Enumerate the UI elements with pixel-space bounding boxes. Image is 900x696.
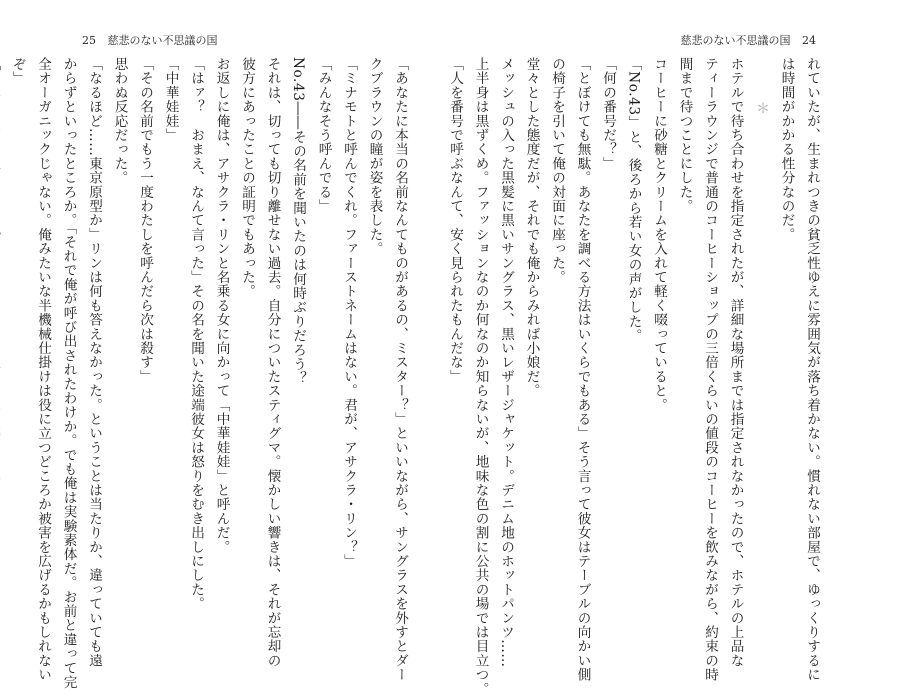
text-line: お返しに俺は、アサクラ・リンと名乗る女に向かって「中華娃娃」と呼んだ。 [213,57,230,554]
text-line: 上半身は黒ずくめ。ファッションなのか何なのか知らないが、地味な色の割に公共の場では目立つ。 [472,57,489,696]
right-page-number: 24 [802,34,816,47]
text-line: からずといったところか。「それで俺が呼び出されたわけか。でも俺は実験素体だ。お前と違って完 [60,57,77,690]
left-text-lines [0,57,412,690]
scene-separator: ＊ [753,100,769,115]
text-line: 彼方にあったことの証明でもあった。 [239,57,255,299]
text-line: れていたが、生まれつきの貧乏性ゆえに雰囲気が落ち着かない。慣れない部屋で、ゆっくりするに [804,57,820,682]
text-line: ぞ」 [9,57,26,86]
text-line: メッシュの入った黒髪に黒いサングラス、黒いレザージャケット。デニム地のホットパンツ…… [498,57,514,668]
text-line: 「みんなそう呼んでる」 [315,57,332,214]
right-page-text [447,57,824,696]
text-line: 「中華娃娃」 [162,57,179,143]
right-text-after-separator [442,57,748,696]
text-line: 「なるほど……東京原型か」リンは何も答えなかった。ということは当たりか、違っていても遠 [86,57,102,668]
left-page-text [9,57,412,690]
text-line: それは、切っても切り離せない過去。自分についたスティグマ。懐かしい響きは、それが忘却の [264,57,281,668]
text-line: 間まで待つことにした。 [676,57,693,214]
text-line: の椅子を引いて俺の対面に座った。 [549,57,565,285]
text-line: 「その名前でもう一度わたしを呼んだら次は殺す」 [137,57,153,384]
right-text-before-separator [773,57,824,682]
text-line: 堂々とした態度だが、それでも俺からみれば小娘だ。 [523,57,540,398]
right-running-title: 慈悲のない不思議の国 [680,34,791,47]
text-line: ティーラウンジで普通のコーヒーショップの三倍くらいの値段のコーヒーを飲みながら、約束の時 [702,57,718,682]
text-line: 「ミナモトと呼んでくれ。ファーストネームはない。君が、アサクラ・リン？」 [341,57,357,569]
text-line: クブラウンの瞳が姿を表した。 [366,57,383,256]
right-page-header [681,33,825,49]
left-page-header [74,33,218,49]
text-line: 「あなたに本当の名前なんてものがあるの、ミスター？」といいながら、サングラスを外すとダー [392,57,408,682]
text-line: は時間がかかる性分なのだ。 [778,57,795,242]
text-line: 全オーガニックじゃない。俺みたいな半機械仕掛けは役に立つどころか被害を広げるかもしれない [35,57,51,682]
text-line [0,57,4,617]
left-running-title: 慈悲のない不思議の国 [107,34,218,47]
text-line: 「はァ？ おまえ、なんて言った」その名を聞いた途端彼女は怒りをむき出しにした。 [188,57,204,611]
text-line: ホテルで待ち合わせを指定されたが、詳細な場所までは指定されなかったので、ホテルの上品な [727,57,744,668]
text-line: No.43――その名前を聞いたのは何時ぶりだろう？ [290,57,306,386]
text-line: 「No.43」と、後ろから若い女の声がした。 [625,57,642,343]
text-line: 「何の番号だ？」 [600,57,616,171]
text-line: 思わぬ反応だった。 [111,57,128,185]
left-page-number: 25 [82,34,96,47]
text-line: 「とぼけても無駄。あなたを調べる方法はいくらでもある」そう言って彼女はテーブルの向かい側 [574,57,591,682]
text-line: コーヒーに砂糖とクリームを入れて軽く啜っていると。 [651,57,667,412]
text-line: 「人を番号で呼ぶなんて、安く見られたもんだな」 [447,57,463,384]
